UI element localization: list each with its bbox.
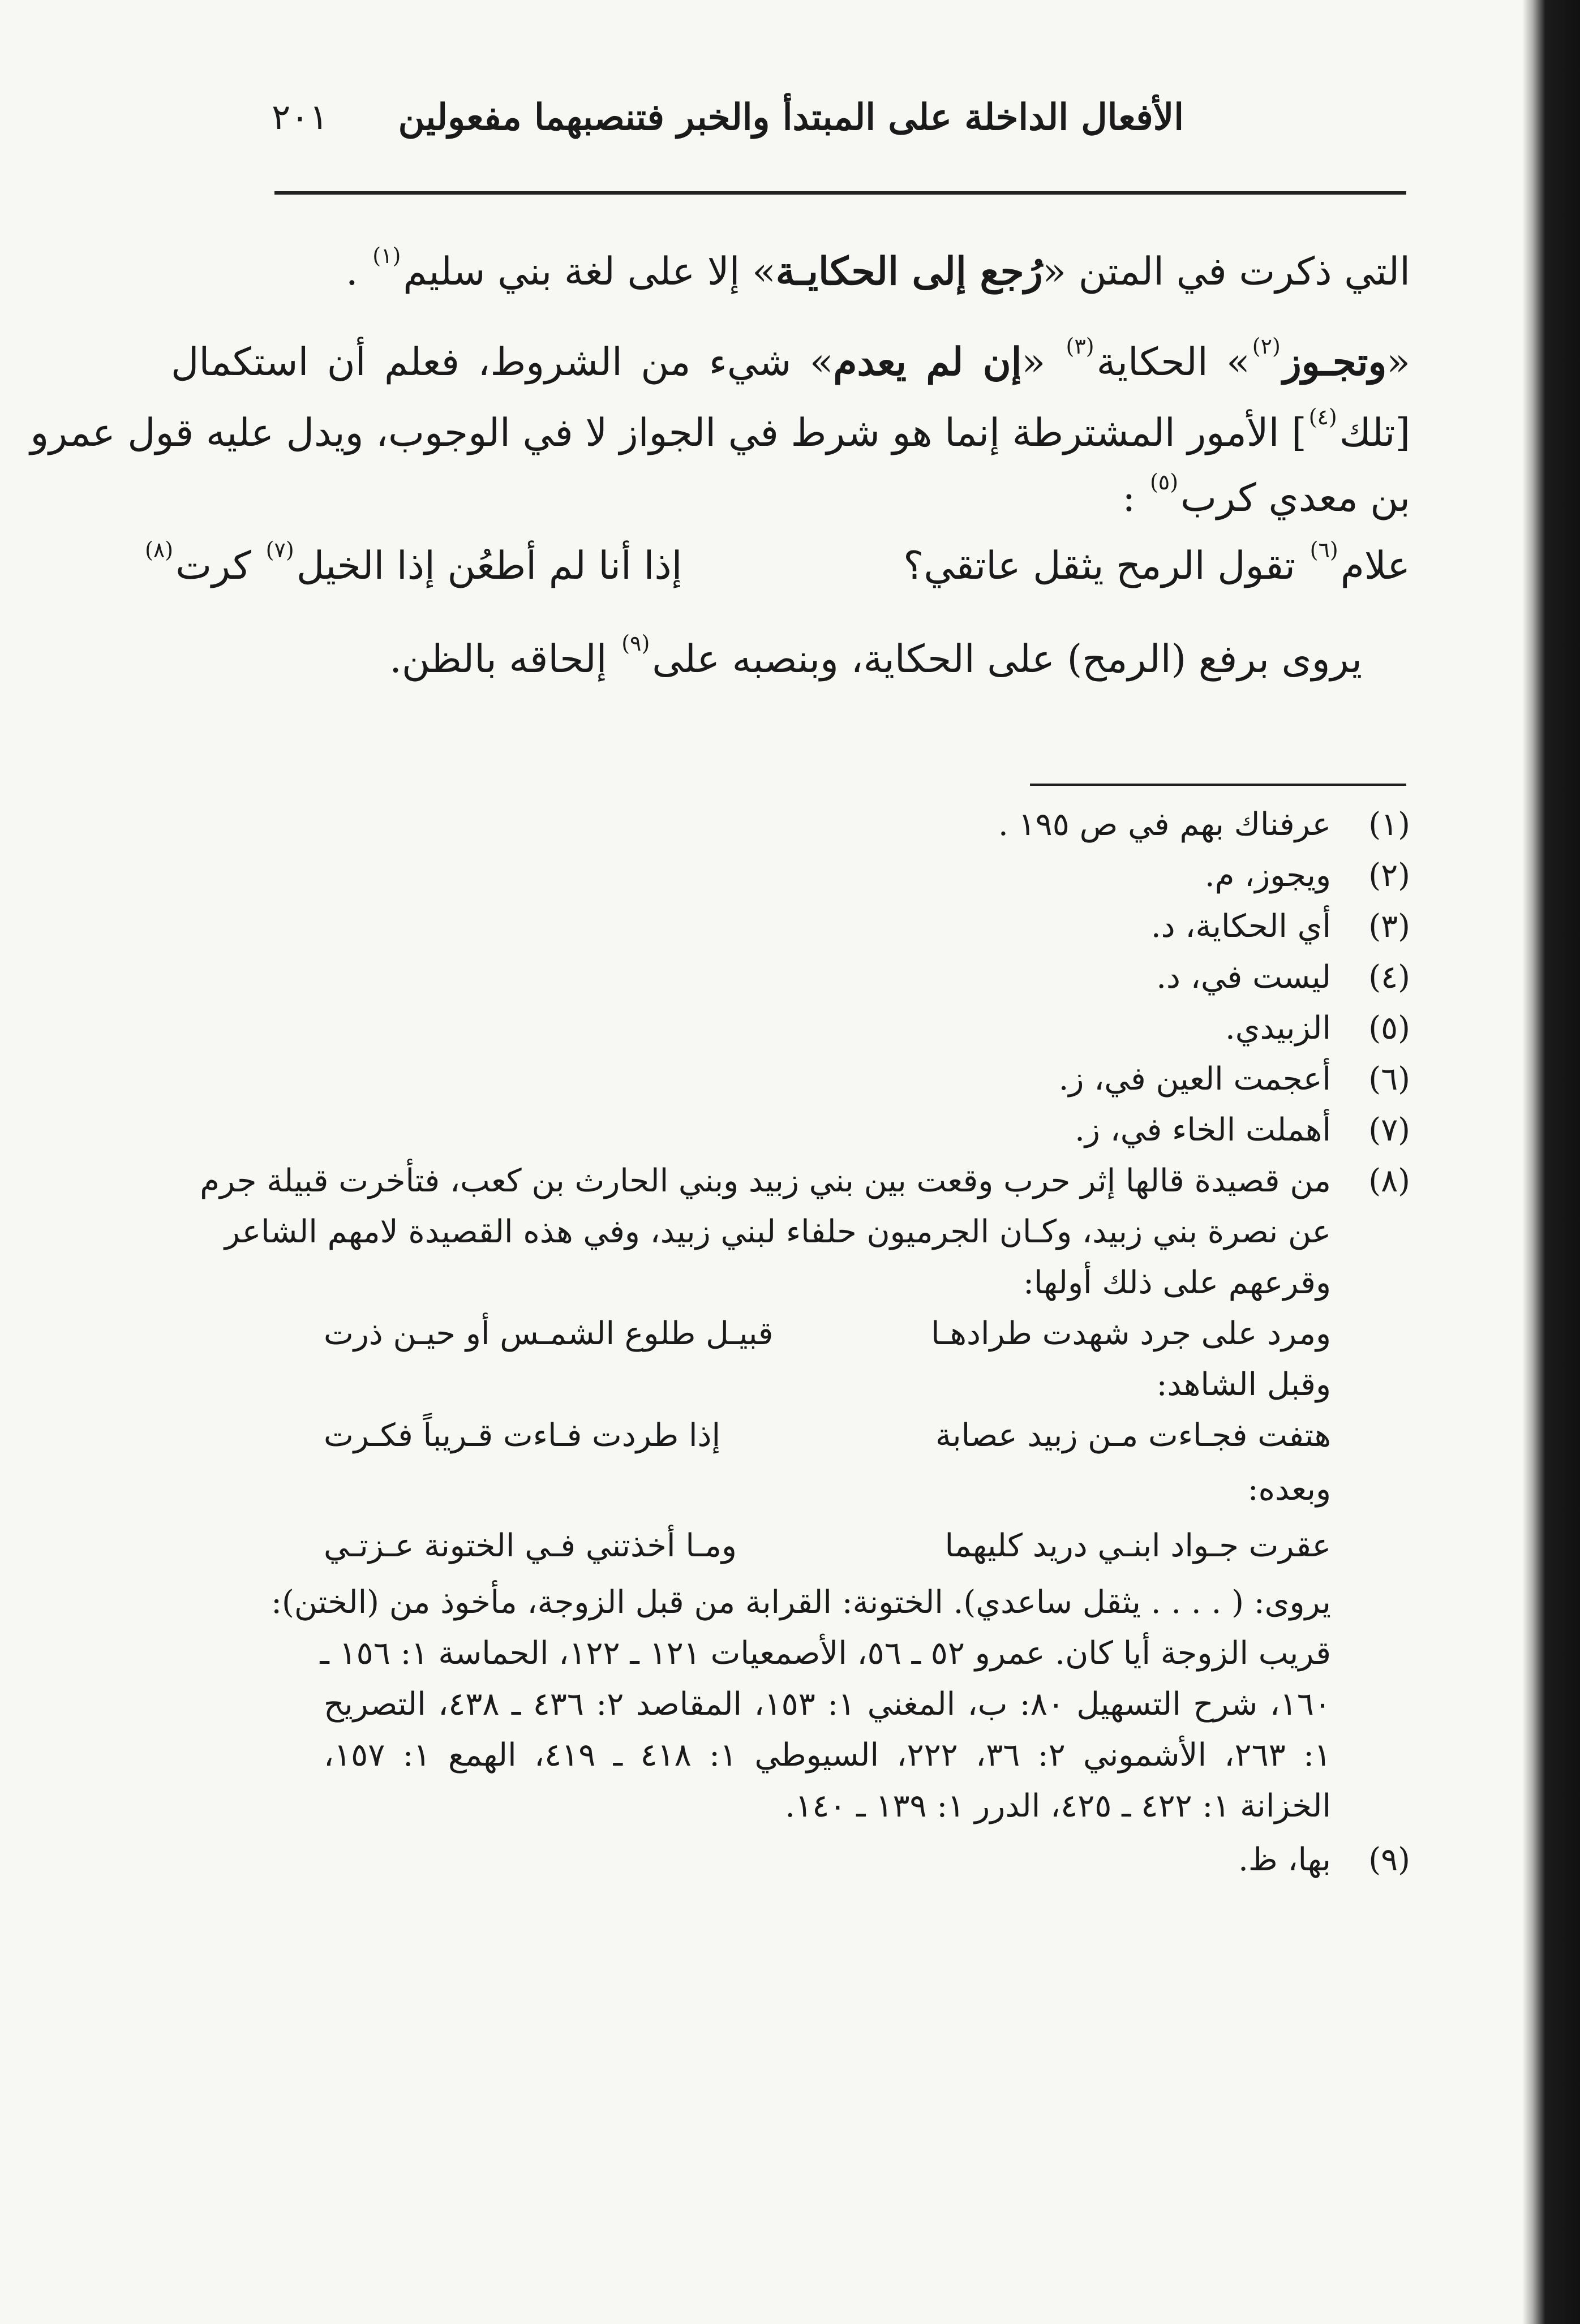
verse-hemistich: ومـا أخذتني فـي الختونة عـزتـي — [324, 1527, 737, 1564]
body-line-2-open: « — [1386, 340, 1410, 385]
footnote-text: الزبيدي. — [1225, 1010, 1331, 1047]
body-line-6-post: إلحاقه بالظن. — [389, 637, 620, 682]
body-line-1-pre: التي ذكرت في المتن « — [1042, 249, 1410, 294]
footnote-text: ويجوز، م. — [1204, 857, 1331, 894]
footnote-number: (٧) — [1368, 1112, 1410, 1148]
footnote-number: (٩) — [1368, 1841, 1410, 1878]
body-line-4 — [171, 470, 1410, 522]
verse-hemistich: إذا طردت فـاءت قـريباً فكـرت — [324, 1417, 721, 1454]
body-line-2-post: » شيء من الشروط، فعلم أن استكمال — [171, 340, 834, 385]
verse-second-post: كرت — [175, 544, 264, 588]
footnote-8-verse-1 — [324, 1315, 1331, 1361]
footnote-ref-6: (٦) — [1309, 537, 1338, 562]
matn-quote-2: وتجـوز — [1282, 339, 1387, 385]
footnote-8-line-3: وقرعهم على ذلك أولها: — [1023, 1264, 1331, 1301]
body-line-1-post: » إلا على لغة بني سليم — [403, 249, 776, 294]
running-head: الأفعال الداخلة على المبتدأ والخبر فتنصبهما مفعولين — [398, 96, 1184, 139]
verse-first-post: تقول الرمح يثقل عاتقي؟ — [903, 544, 1308, 588]
verse-hemistich: قبيـل طلوع الشمـس أو حيـن ذرت — [324, 1315, 774, 1352]
verse-second-pre: إذا أنا لم أطعُن إذا الخيل — [296, 544, 682, 588]
footnote-8-line-7: قريب الزوجة أيا كان. عمرو ٥٢ ـ ٥٦، الأصمعيات ١٢١ ـ ١٢٢، الحماسة ١: ١٥٦ ـ — [320, 1635, 1331, 1672]
footnote-text: عرفناك بهم في ص ١٩٥ . — [998, 806, 1331, 843]
footnote-8-line-1: من قصيدة قالها إثر حرب وقعت بين بني زبيد وبني الحارث بن كعب، فتأخرت قبيلة جرم — [200, 1163, 1331, 1199]
header-rule — [274, 191, 1406, 195]
body-line-3-pre: [تلك — [1339, 411, 1410, 455]
matn-quote-3: إن لم يعدم — [833, 339, 1022, 385]
body-line-6 — [174, 631, 1362, 683]
footnote-ref-9: (٩) — [621, 631, 650, 656]
body-line-1 — [171, 243, 1410, 295]
verse-first-pre: علام — [1340, 544, 1410, 588]
footnote-8-line-10: الخزانة ١: ٤٢٢ ـ ٤٢٥، الدرر ١: ١٣٩ ـ ١٤٠. — [785, 1788, 1331, 1824]
body-line-1-end: . — [345, 249, 371, 294]
verse-hemistich: هتفت فجـاءت مـن زبيد عصابة — [935, 1417, 1331, 1454]
footnote-number: (١) — [1368, 806, 1410, 843]
footnote-8-verse-3 — [324, 1527, 1331, 1573]
body-line-2-mid1: » الحكاية — [1096, 340, 1250, 385]
body-line-4-pre: بن معدي كرب — [1180, 476, 1410, 520]
verse-hemistich: عقرت جـواد ابنـي دريد كليهما — [944, 1527, 1331, 1564]
footnote-8-line-5: وبعده: — [1247, 1471, 1331, 1508]
footnote-number: (٦) — [1368, 1061, 1410, 1098]
body-line-6-pre: يروى برفع (الرمح) على الحكاية، وبنصبه على — [652, 637, 1362, 682]
footnote-text: أي الحكاية، د. — [1150, 908, 1331, 945]
footnote-number: (٥) — [1368, 1010, 1410, 1047]
body-line-2-mid2: « — [1021, 340, 1064, 385]
footnote-8-verse-2 — [324, 1417, 1331, 1462]
footnote-ref-7: (٧) — [265, 537, 294, 562]
body-line-3-post: ] الأمور المشترطة إنما هو شرط في الجواز لا في الوجوب، ويدل عليه قول عمرو — [30, 411, 1307, 455]
scan-edge-shadow — [1522, 0, 1580, 2324]
footnote-number: (٣) — [1368, 908, 1410, 945]
body-line-3 — [30, 404, 1410, 457]
poem-verse — [143, 537, 1410, 594]
verse-first-hemistich — [903, 537, 1410, 588]
footnote-text: ليست في، د. — [1156, 959, 1331, 996]
footnote-ref-3: (٣) — [1066, 334, 1094, 359]
footnote-8-line-4: وقبل الشاهد: — [1156, 1366, 1331, 1403]
footnote-ref-8: (٨) — [145, 537, 174, 562]
verse-hemistich: ومرد على جرد شهدت طرادهـا — [931, 1315, 1331, 1352]
footnote-number: (٢) — [1368, 857, 1410, 894]
footnote-ref-2: (٢) — [1252, 334, 1281, 359]
matn-quote-1: رُجع إلى الحكايـة — [775, 249, 1043, 294]
footnote-separator — [1030, 784, 1406, 786]
footnote-8-line-8: ١٦٠، شرح التسهيل ٨٠: ب، المغني ١: ١٥٣، المقاصد ٢: ٤٣٦ ـ ٤٣٨، التصريح — [324, 1686, 1332, 1723]
footnote-ref-5: (٥) — [1149, 470, 1179, 494]
footnote-8-line-9: ١: ٢٦٣، الأشموني ٢: ٣٦، ٢٢٢، السيوطي ١: ٤١٨ ـ ٤١٩، الهمع ١: ١٥٧، — [324, 1737, 1332, 1774]
body-line-2 — [171, 334, 1410, 386]
footnote-8-line-2: عن نصرة بني زبيد، وكـان الجرميون حلفاء لبني زبيد، وفي هذه القصيدة لامهم الشاعر — [224, 1213, 1331, 1250]
footnote-text: بها، ظ. — [1238, 1841, 1331, 1878]
footnote-ref-4: (٤) — [1308, 404, 1337, 429]
footnote-text: أهملت الخاء في، ز. — [1075, 1112, 1331, 1148]
page-number: ٢٠١ — [272, 96, 328, 137]
verse-second-hemistich — [143, 537, 682, 588]
footnote-number: (٤) — [1368, 959, 1410, 996]
body-line-4-post: : — [1122, 476, 1148, 520]
footnote-ref-1: (١) — [372, 243, 401, 268]
footnote-8-line-6: يروى: ( . . . . يثقل ساعدي). الختونة: القرابة من قبل الزوجة، مأخوذ من (الختن): — [271, 1584, 1331, 1621]
footnote-text: أعجمت العين في، ز. — [1058, 1061, 1331, 1098]
footnote-number: (٨) — [1368, 1163, 1410, 1199]
